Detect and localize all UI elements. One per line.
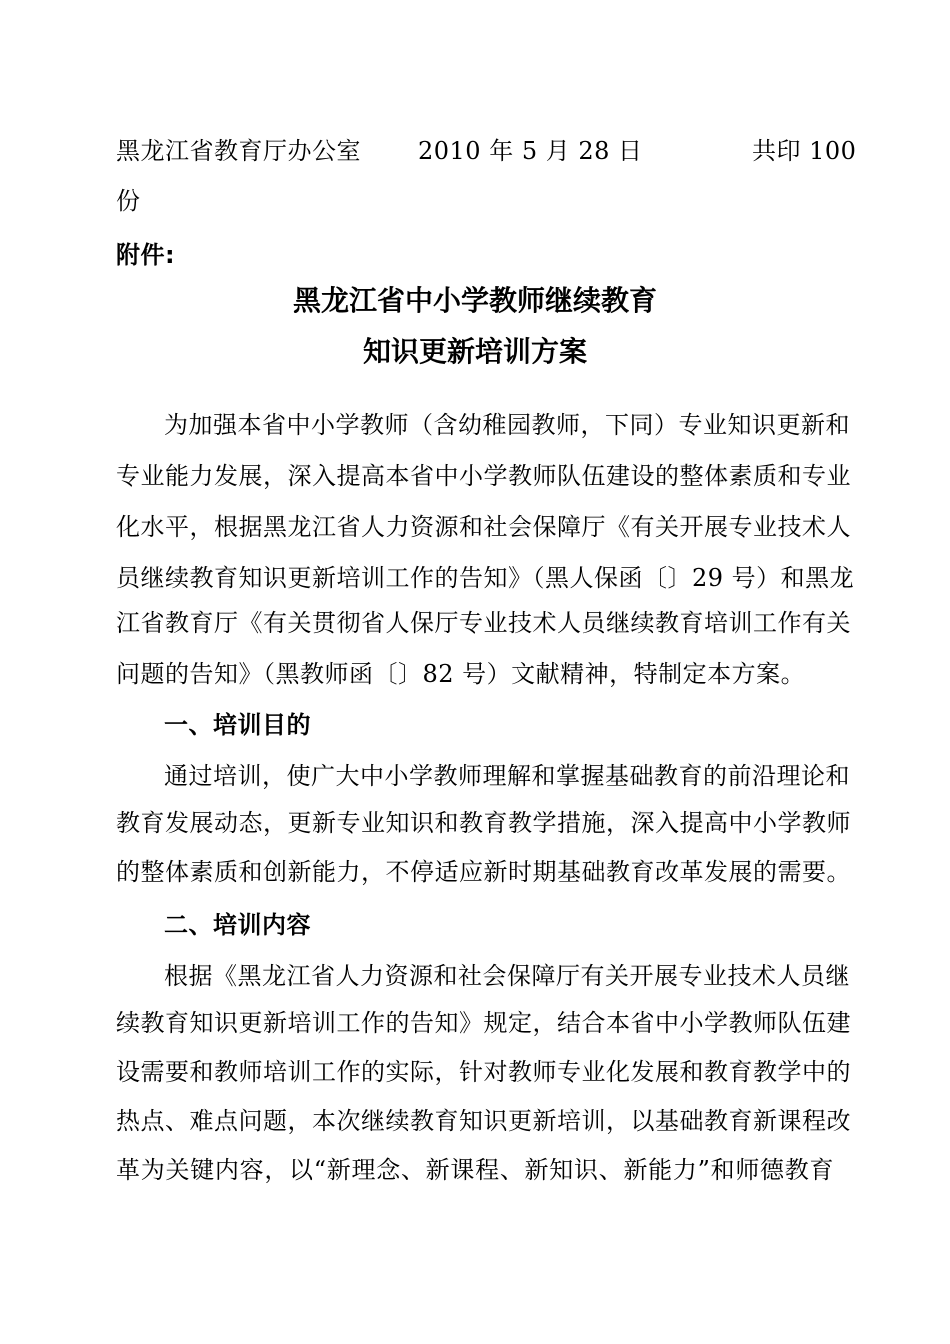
attachment-label: 附件:	[116, 241, 176, 269]
paragraph-line: 革为关键内容，以“新理念、新课程、新知识、新能力”和师德教育	[116, 1156, 834, 1184]
paragraph-line: 设需要和教师培训工作的实际，针对教师专业化发展和教育教学中的	[116, 1058, 851, 1086]
issue-date: 2010 年 5 月 28 日	[418, 137, 643, 165]
paragraph-line: 为加强本省中小学教师（含幼稚园教师，下同）专业知识更新和	[164, 411, 850, 439]
paragraph-line: 江省教育厅《有关贯彻省人保厅专业技术人员继续教育培训工作有关	[116, 609, 851, 637]
paragraph-line: 化水平，根据黑龙江省人力资源和社会保障厅《有关开展专业技术人	[116, 513, 851, 541]
document-title-line-1: 黑龙江省中小学教师继续教育	[292, 284, 657, 317]
paragraph-line: 专业能力发展，深入提高本省中小学教师队伍建设的整体素质和专业	[116, 462, 851, 490]
paragraph-line: 续教育知识更新培训工作的告知》规定，结合本省中小学教师队伍建	[116, 1009, 851, 1037]
paragraph-line: 问题的告知》（黑教师函〔〕82 号）文献精神，特制定本方案。	[116, 660, 806, 688]
paragraph-line: 教育发展动态，更新专业知识和教育教学措施，深入提高中小学教师	[116, 809, 851, 837]
document-title-line-2: 知识更新培训方案	[362, 335, 587, 368]
issuing-office: 黑龙江省教育厅办公室	[116, 137, 361, 165]
paragraph-line: 根据《黑龙江省人力资源和社会保障厅有关开展专业技术人员继	[164, 962, 850, 990]
paragraph-line: 热点、难点问题，本次继续教育知识更新培训，以基础教育新课程改	[116, 1107, 851, 1135]
print-count: 共印 100	[752, 137, 857, 165]
paragraph-line: 员继续教育知识更新培训工作的告知》（黑人保函〔〕29 号）和黑龙	[116, 564, 855, 592]
paragraph-line: 的整体素质和创新能力，不停适应新时期基础教育改革发展的需要。	[116, 858, 851, 886]
section-heading-content: 二、培训内容	[164, 910, 311, 939]
print-count-continuation: 份	[116, 187, 141, 215]
paragraph-line: 通过培训，使广大中小学教师理解和掌握基础教育的前沿理论和	[164, 762, 850, 790]
section-heading-purpose: 一、培训目的	[164, 710, 311, 739]
